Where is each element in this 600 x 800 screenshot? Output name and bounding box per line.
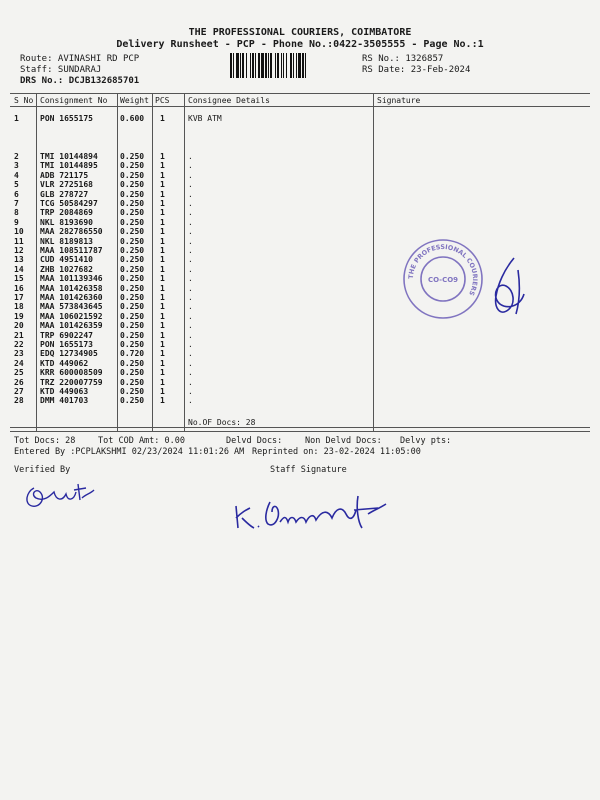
entered-by: Entered By :PCPLAKSHMI 02/23/2024 11:01:26 AM — [14, 447, 245, 457]
table-row-consignee: . — [188, 340, 193, 349]
table-row-pcs: 1 — [160, 377, 165, 387]
table-row-weight: 0.250 — [120, 199, 145, 208]
table-bottom-border — [10, 427, 590, 428]
table-row-sno: 22 — [14, 340, 24, 349]
table-row-consignee: . — [188, 358, 193, 368]
table-row-pcs: 1 — [160, 246, 165, 255]
runsheet-subtitle: Delivery Runsheet - PCP - Phone No.:0422-3505555 - Page No.:1 — [116, 39, 484, 50]
table-row-consignment: KTD 449063 — [40, 387, 89, 396]
table-row-weight: 0.250 — [120, 368, 145, 378]
col-divider — [36, 93, 37, 431]
table-row-weight: 0.250 — [120, 377, 145, 387]
delvy-pts: Delvy pts: — [400, 436, 452, 446]
table-row-consignment: TMI 10144894 — [40, 152, 98, 161]
table-row-sno: 7 — [14, 199, 19, 208]
table-row-sno: 5 — [14, 180, 19, 190]
table-row-sno: 18 — [14, 302, 24, 312]
table-row-consignment: PON 1655173 — [40, 340, 93, 349]
table-row-consignee: . — [188, 302, 193, 312]
table-row-pcs: 1 — [160, 368, 165, 378]
table-row-pcs: 1 — [160, 321, 165, 331]
drs-number: DRS No.: DCJB132685701 — [20, 76, 140, 86]
table-row-consignee: . — [188, 199, 193, 208]
table-row-weight: 0.250 — [120, 161, 145, 171]
table-row-sno: 27 — [14, 387, 24, 396]
table-row-weight: 0.250 — [120, 217, 145, 227]
table-row-weight: 0.250 — [120, 208, 145, 218]
stamp-text: THE PROFESSIONAL COURIERS — [406, 242, 480, 297]
table-row-sno: 8 — [14, 208, 19, 218]
table-row-consignment: DMM 401703 — [40, 396, 89, 406]
col-divider — [373, 93, 374, 431]
table-row-pcs: 1 — [160, 311, 165, 321]
table-row-consignment: TRZ 220007759 — [40, 377, 103, 387]
table-row-sno: 21 — [14, 330, 24, 340]
table-row-sno: 25 — [14, 368, 24, 378]
table-row-pcs: 1 — [160, 283, 165, 293]
table-row-consignee: . — [188, 236, 193, 246]
table-row-pcs: 1 — [160, 236, 165, 246]
table-row-consignee: . — [188, 208, 193, 218]
barcode-bar — [306, 53, 308, 78]
col-header-pcs: PCS — [155, 96, 170, 105]
table-row-pcs: 1 — [160, 208, 165, 218]
table-header-border — [10, 106, 590, 107]
table-row-consignee: . — [188, 396, 193, 406]
table-row-pcs: 1 — [160, 358, 165, 368]
table-row-sno: 16 — [14, 283, 24, 293]
table-row-sno: 26 — [14, 377, 24, 387]
table-row-consignee: . — [188, 170, 193, 180]
table-row-pcs: 1 — [160, 227, 165, 237]
col-header-weight: Weight — [120, 96, 149, 105]
verifier-signature — [20, 478, 100, 512]
table-row-weight: 0.720 — [120, 349, 145, 359]
table-row-consignment: MAA 101426359 — [40, 321, 103, 331]
table-row-weight: 0.250 — [120, 311, 145, 321]
table-row-consignment: MAA 101139346 — [40, 274, 103, 284]
row-1-consignee: KVB ATM — [188, 114, 222, 123]
table-row-weight: 0.250 — [120, 152, 145, 161]
table-row-consignment: ZHB 1027682 — [40, 264, 93, 274]
receiver-signature — [484, 250, 534, 330]
table-row-consignee: . — [188, 264, 193, 274]
table-row-weight: 0.250 — [120, 396, 145, 406]
route-label: Route: AVINASHI RD PCP — [20, 54, 140, 64]
table-row-pcs: 1 — [160, 302, 165, 312]
row-1-consignment: PON 1655175 — [40, 114, 93, 123]
table-row-pcs: 1 — [160, 274, 165, 284]
table-row-pcs: 1 — [160, 180, 165, 190]
reprinted-on: Reprinted on: 23-02-2024 11:05:00 — [252, 447, 421, 457]
table-row-weight: 0.250 — [120, 274, 145, 284]
table-row-consignment: TRP 6902247 — [40, 330, 93, 340]
table-row-consignment: KRR 600008509 — [40, 368, 103, 378]
delvd-docs: Delvd Docs: — [226, 436, 283, 446]
no-of-docs: No.OF Docs: 28 — [188, 418, 256, 427]
table-row-consignment: ADB 721175 — [40, 170, 89, 180]
table-row-consignee: . — [188, 330, 193, 340]
table-bottom-border-2 — [10, 431, 590, 432]
table-row-consignment: VLR 2725168 — [40, 180, 93, 190]
table-row-sno: 17 — [14, 293, 24, 302]
table-row-weight: 0.250 — [120, 227, 145, 237]
table-row-weight: 0.250 — [120, 180, 145, 190]
staff-signature-label: Staff Signature — [270, 465, 347, 475]
rs-date: RS Date: 23-Feb-2024 — [362, 65, 471, 75]
row-1-sno: 1 — [14, 114, 19, 123]
table-row-consignee: . — [188, 217, 193, 227]
table-row-weight: 0.250 — [120, 293, 145, 302]
table-row-consignee: . — [188, 377, 193, 387]
table-top-border — [10, 93, 590, 94]
table-row-consignment: NKL 8189813 — [40, 236, 93, 246]
col-header-sno: S No — [14, 96, 34, 105]
table-row-weight: 0.250 — [120, 340, 145, 349]
row-1-pcs: 1 — [160, 114, 165, 123]
table-row-consignment: TMI 10144895 — [40, 161, 98, 171]
table-row-sno: 12 — [14, 246, 24, 255]
barcode — [230, 53, 354, 78]
table-row-consignment: CUD 4951410 — [40, 255, 93, 265]
rs-number: RS No.: 1326857 — [362, 54, 444, 64]
table-row-sno: 14 — [14, 264, 24, 274]
staff-label: Staff: SUNDARAJ — [20, 65, 102, 75]
table-row-consignment: EDQ 12734905 — [40, 349, 98, 359]
table-row-weight: 0.250 — [120, 283, 145, 293]
table-row-sno: 20 — [14, 321, 24, 331]
table-row-sno: 4 — [14, 170, 19, 180]
table-row-consignment: KTD 449062 — [40, 358, 89, 368]
table-row-consignee: . — [188, 387, 193, 396]
table-row-pcs: 1 — [160, 152, 165, 161]
table-row-weight: 0.250 — [120, 246, 145, 255]
table-row-pcs: 1 — [160, 264, 165, 274]
table-row-sno: 13 — [14, 255, 24, 265]
table-row-pcs: 1 — [160, 189, 165, 199]
table-row-sno: 23 — [14, 349, 24, 359]
table-row-sno: 6 — [14, 189, 19, 199]
table-row-consignment: MAA 101426358 — [40, 283, 103, 293]
table-row-sno: 10 — [14, 227, 24, 237]
staff-signature — [228, 488, 398, 538]
stamp-center-text: CO-CO9 — [427, 276, 459, 284]
table-row-weight: 0.250 — [120, 189, 145, 199]
col-header-consignee: Consignee Details — [188, 96, 270, 105]
table-row-pcs: 1 — [160, 293, 165, 302]
table-row-pcs: 1 — [160, 161, 165, 171]
tot-cod-amt: Tot COD Amt: 0.00 — [98, 436, 185, 446]
table-row-weight: 0.250 — [120, 321, 145, 331]
table-row-weight: 0.250 — [120, 264, 145, 274]
table-row-consignment: MAA 282786550 — [40, 227, 103, 237]
table-row-consignment: TRP 2084869 — [40, 208, 93, 218]
table-row-consignee: . — [188, 283, 193, 293]
table-row-consignment: MAA 101426360 — [40, 293, 103, 302]
table-row-consignment: MAA 106021592 — [40, 311, 103, 321]
table-row-consignment: TCG 50584297 — [40, 199, 98, 208]
table-row-consignee: . — [188, 152, 193, 161]
svg-text:THE PROFESSIONAL COURIERS — [407, 243, 479, 297]
table-row-consignee: . — [188, 274, 193, 284]
table-row-pcs: 1 — [160, 396, 165, 406]
table-row-pcs: 1 — [160, 340, 165, 349]
table-row-sno: 28 — [14, 396, 24, 406]
col-divider — [117, 93, 118, 431]
table-row-weight: 0.250 — [120, 330, 145, 340]
tot-docs: Tot Docs: 28 — [14, 436, 76, 446]
table-row-sno: 19 — [14, 311, 24, 321]
table-row-consignee: . — [188, 293, 193, 302]
table-row-sno: 2 — [14, 152, 19, 161]
table-row-consignee: . — [188, 321, 193, 331]
table-row-consignment: MAA 108511787 — [40, 246, 103, 255]
verified-by-label: Verified By — [14, 465, 71, 475]
table-row-sno: 11 — [14, 236, 24, 246]
table-row-consignee: . — [188, 161, 193, 171]
table-row-consignee: . — [188, 311, 193, 321]
col-divider — [152, 93, 153, 431]
table-row-consignee: . — [188, 180, 193, 190]
non-delvd-docs: Non Delvd Docs: — [305, 436, 382, 446]
table-row-sno: 3 — [14, 161, 19, 171]
table-row-weight: 0.250 — [120, 387, 145, 396]
row-1-weight: 0.600 — [120, 114, 145, 123]
table-row-weight: 0.250 — [120, 170, 145, 180]
table-row-pcs: 1 — [160, 255, 165, 265]
table-row-consignee: . — [188, 368, 193, 378]
table-row-consignment: NKL 8193690 — [40, 217, 93, 227]
table-row-consignee: . — [188, 189, 193, 199]
table-row-weight: 0.250 — [120, 255, 145, 265]
table-row-pcs: 1 — [160, 349, 165, 359]
table-row-pcs: 1 — [160, 217, 165, 227]
table-row-pcs: 1 — [160, 330, 165, 340]
table-row-consignee: . — [188, 227, 193, 237]
table-row-consignee: . — [188, 349, 193, 359]
table-row-weight: 0.250 — [120, 236, 145, 246]
table-row-consignee: . — [188, 246, 193, 255]
company-stamp — [402, 238, 484, 320]
table-row-pcs: 1 — [160, 170, 165, 180]
table-row-weight: 0.250 — [120, 302, 145, 312]
table-row-pcs: 1 — [160, 199, 165, 208]
table-row-consignment: GLB 278727 — [40, 189, 89, 199]
table-row-consignee: . — [188, 255, 193, 265]
table-row-pcs: 1 — [160, 387, 165, 396]
table-row-weight: 0.250 — [120, 358, 145, 368]
table-row-consignment: MAA 573843645 — [40, 302, 103, 312]
table-row-sno: 15 — [14, 274, 24, 284]
table-row-sno: 9 — [14, 217, 19, 227]
company-title: THE PROFESSIONAL COURIERS, COIMBATORE — [188, 27, 412, 38]
col-header-signature: Signature — [377, 96, 421, 105]
table-row-sno: 24 — [14, 358, 24, 368]
col-divider — [184, 93, 185, 431]
col-header-consignment: Consignment No — [40, 96, 108, 105]
